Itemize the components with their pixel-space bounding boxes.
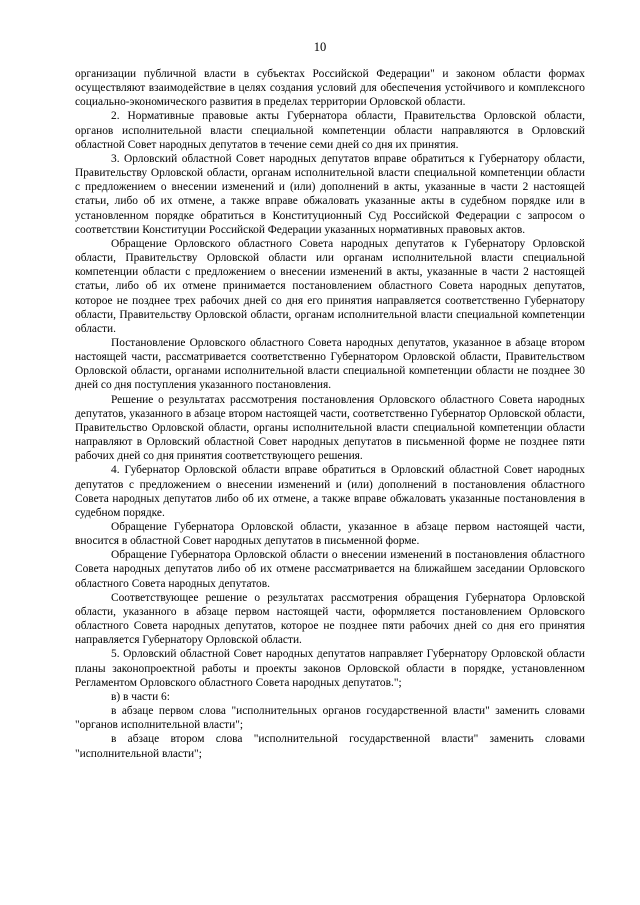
paragraph: 3. Орловский областной Совет народных депутатов вправе обратиться к Губернатору области, Правительству Орловской области, органам исполнительной власти специальной компетенции области с предложением о внесении изменений и (или) дополнений в акты, указанные в части 2 настоящей статьи, либо об их отмене, а также вправе обжаловать указанные акты в судебном порядке или в установленном порядке обратиться в Конституционный Суд Российской Федерации с запросом о соответствии Конституции Российской Федерации указанных нормативных правовых актов. — [75, 152, 585, 236]
paragraph: в абзаце первом слова "исполнительных органов государственной власти" заменить словами "органов исполнительной власти"; — [75, 705, 585, 732]
document-body — [75, 67, 585, 761]
page-number: 10 — [313, 40, 327, 54]
paragraph: Обращение Орловского областного Совета народных депутатов к Губернатору Орловской области, Правительству Орловской области или органам исполнительной власти специальной компетенции области с предложением о внесении изменений в акты, указанные в части 2 настоящей статьи, либо об их отмене принимается постановлением областного Совета народных депутатов, которое не позднее трех рабочих дней со дня его принятия направляется соответственно Губернатору области, Правительству Орловской области, органам исполнительной власти специальной компетенции области. — [75, 237, 585, 335]
paragraph: Решение о результатах рассмотрения постановления Орловского областного Совета народных депутатов, указанного в абзаце втором настоящей части, соответственно Губернатор Орловской области, Правительство Орловской области, органы исполнительной власти специальной компетенции области направляют в Орловский областной Совет народных депутатов в письменной форме не позднее пяти рабочих дней со дня принятия соответствующего решения. — [75, 393, 585, 463]
paragraph: 2. Нормативные правовые акты Губернатора области, Правительства Орловской области, органов исполнительной власти специальной компетенции области направляются в Орловский областной Совет народных депутатов в течение семи дней со дня их принятия. — [75, 110, 585, 151]
paragraph: Обращение Губернатора Орловской области, указанное в абзаце первом настоящей части, вносится в областной Совет народных депутатов в письменной форме. — [75, 521, 585, 548]
paragraph: в абзаце втором слова "исполнительной государственной власти" заменить словами "исполнительной власти"; — [75, 733, 585, 760]
paragraph: 4. Губернатор Орловской области вправе обратиться в Орловский областной Совет народных депутатов с предложением о внесении изменений и (или) дополнений в постановления областного Совета народных депутатов либо об их отмене, а также вправе обжаловать указанные постановления в судебном порядке. — [75, 464, 585, 519]
paragraph: 5. Орловский областной Совет народных депутатов направляет Губернатору Орловской области планы законопроектной работы и проекты законов Орловской области в порядке, установленном Регламентом Орловского областного Совета народных депутатов."; — [75, 648, 585, 689]
paragraph: в) в части 6: — [111, 690, 170, 703]
paragraph: Постановление Орловского областного Совета народных депутатов, указанное в абзаце втором настоящей части, рассматривается соответственно Губернатором Орловской области, Правительством Орловской области, органами исполнительной власти специальной компетенции области не позднее 30 дней со дня поступления указанного постановления. — [75, 336, 585, 392]
paragraph: Обращение Губернатора Орловской области о внесении изменений в постановления областного Совета народных депутатов либо об их отмене рассматривается на ближайшем заседании Орловского областного Совета народных депутатов. — [75, 549, 585, 590]
paragraph: организации публичной власти в субъектах Российской Федерации" и законом области формах осуществляют взаимодействие в целях создания условий для обеспечения устойчивого и комплексного социально-экономического развития в пределах территории Орловской области. — [75, 68, 585, 109]
paragraph: Соответствующее решение о результатах рассмотрения обращения Губернатора Орловской области, указанного в абзаце первом настоящей части, оформляется постановлением Орловского областного Совета народных депутатов, которое не позднее пяти рабочих дней со дня его принятия направляется Губернатору Орловской области. — [75, 591, 585, 647]
